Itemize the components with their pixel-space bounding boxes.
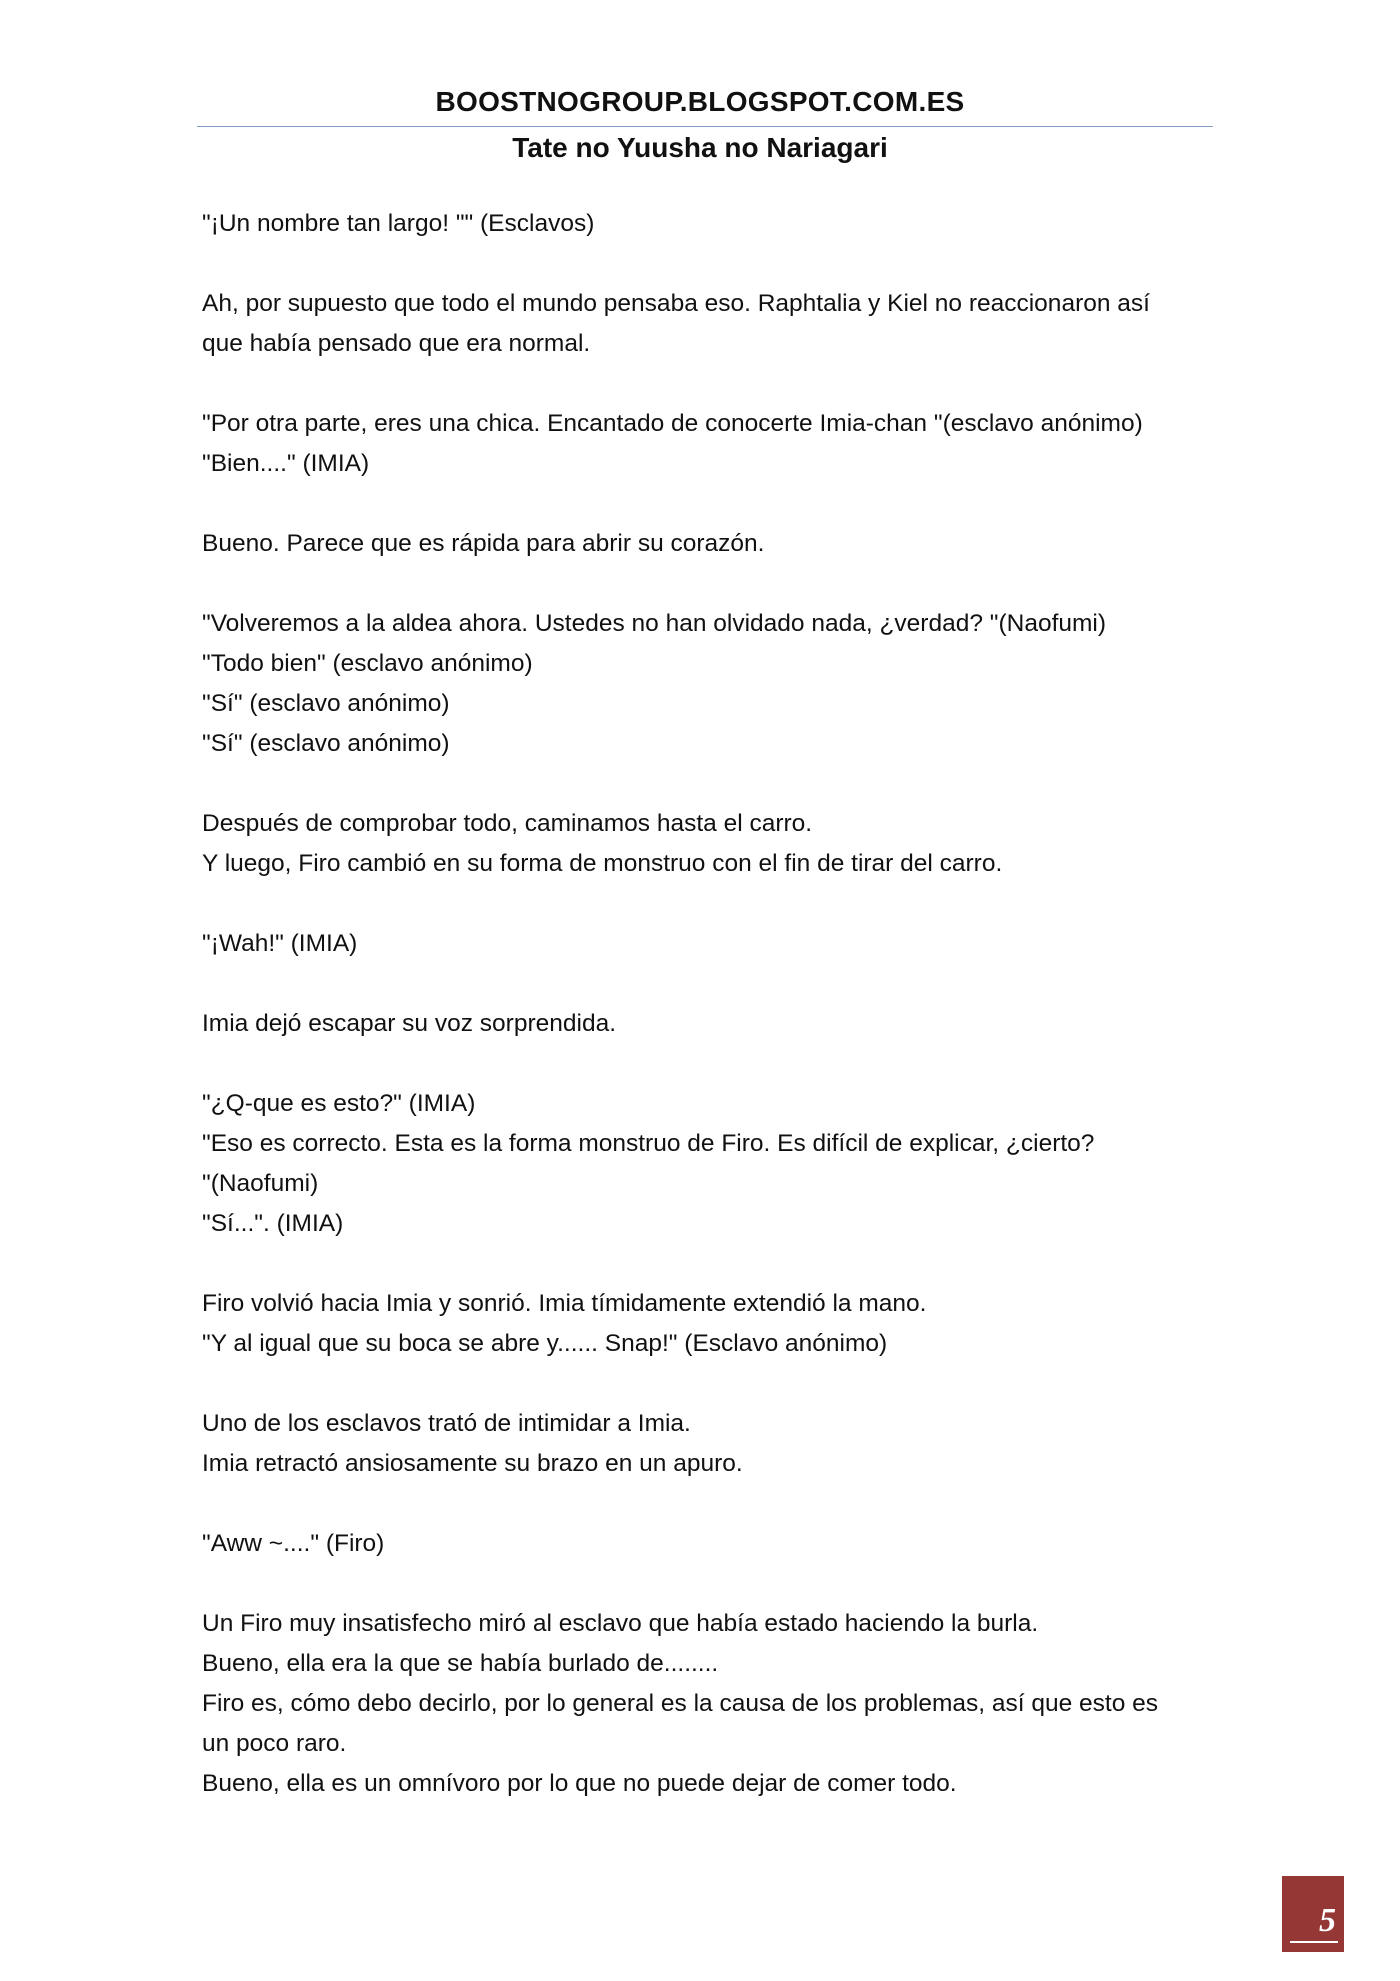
- page-number: 5: [1319, 1902, 1336, 1939]
- text-line: Un Firo muy insatisfecho miró al esclavo que había estado haciendo la burla.: [202, 1610, 1039, 1637]
- text-line: Bueno, ella era la que se había burlado de........: [202, 1650, 719, 1677]
- paragraph: [202, 804, 1212, 884]
- text-line: "Todo bien" (esclavo anónimo): [202, 650, 533, 677]
- paragraph: [202, 604, 1212, 764]
- paragraph: [202, 284, 1212, 364]
- text-line: "Sí" (esclavo anónimo): [202, 730, 450, 757]
- paragraph: [202, 524, 1212, 564]
- text-line: "Sí" (esclavo anónimo): [202, 690, 450, 717]
- text-line: "(Naofumi): [202, 1170, 319, 1197]
- header-divider: [197, 126, 1213, 127]
- body-text: [202, 204, 1212, 1844]
- site-header: BOOSTNOGROUP.BLOGSPOT.COM.ES: [435, 86, 965, 117]
- paragraph: [202, 1284, 1212, 1364]
- text-line: Uno de los esclavos trató de intimidar a Imia.: [202, 1410, 691, 1437]
- paragraph: [202, 1404, 1212, 1484]
- text-line: Imia dejó escapar su voz sorprendida.: [202, 1010, 616, 1037]
- text-line: "¡Un nombre tan largo! "" (Esclavos): [202, 210, 595, 237]
- text-line: que había pensado que era normal.: [202, 330, 591, 357]
- text-line: "Y al igual que su boca se abre y...... Snap!" (Esclavo anónimo): [202, 1330, 888, 1357]
- text-line: Bueno. Parece que es rápida para abrir su corazón.: [202, 530, 765, 557]
- text-line: "¡Wah!" (IMIA): [202, 930, 358, 957]
- text-line: "Aww ~...." (Firo): [202, 1530, 385, 1557]
- text-line: un poco raro.: [202, 1730, 347, 1757]
- paragraph: [202, 924, 1212, 964]
- paragraph: [202, 1524, 1212, 1564]
- text-line: Firo volvió hacia Imia y sonrió. Imia tímidamente extendió la mano.: [202, 1290, 927, 1317]
- text-line: "Sí...". (IMIA): [202, 1210, 344, 1237]
- page-number-badge: [1282, 1876, 1344, 1952]
- document-title: Tate no Yuusha no Nariagari: [512, 132, 888, 163]
- text-line: Bueno, ella es un omnívoro por lo que no puede dejar de comer todo.: [202, 1770, 957, 1797]
- paragraph: [202, 204, 1212, 244]
- text-line: Después de comprobar todo, caminamos hasta el carro.: [202, 810, 813, 837]
- paragraph: [202, 1004, 1212, 1044]
- paragraph: [202, 404, 1212, 484]
- text-line: "Volveremos a la aldea ahora. Ustedes no han olvidado nada, ¿verdad? "(Naofumi): [202, 610, 1107, 637]
- text-line: "Bien...." (IMIA): [202, 450, 370, 477]
- page-number-underline: [1290, 1941, 1338, 1943]
- text-line: Firo es, cómo debo decirlo, por lo general es la causa de los problemas, así que esto es: [202, 1690, 1159, 1717]
- paragraph: [202, 1604, 1212, 1804]
- text-line: "Por otra parte, eres una chica. Encantado de conocerte Imia-chan "(esclavo anónimo): [202, 410, 1143, 437]
- text-line: Y luego, Firo cambió en su forma de monstruo con el fin de tirar del carro.: [202, 850, 1003, 877]
- text-line: Imia retractó ansiosamente su brazo en un apuro.: [202, 1450, 743, 1477]
- text-line: Ah, por supuesto que todo el mundo pensaba eso. Raphtalia y Kiel no reaccionaron así: [202, 290, 1150, 317]
- text-line: "¿Q-que es esto?" (IMIA): [202, 1090, 476, 1117]
- text-line: "Eso es correcto. Esta es la forma monstruo de Firo. Es difícil de explicar, ¿cierto?: [202, 1130, 1095, 1157]
- paragraph: [202, 1084, 1212, 1244]
